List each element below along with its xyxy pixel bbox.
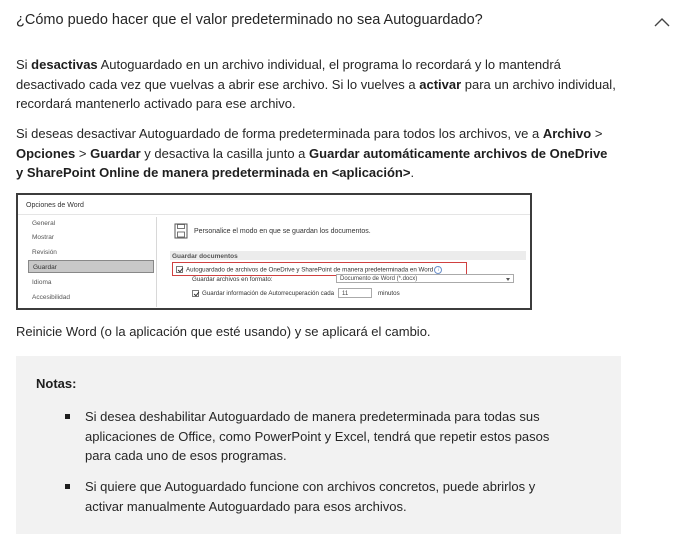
text: Si deseas desactivar Autoguardado de forma predeterminada para todos los archivos, ve a	[16, 126, 543, 141]
bullet-icon	[65, 414, 70, 419]
menu-archivo: Archivo	[542, 126, 592, 141]
dialog-title: Opciones de Word	[26, 202, 84, 209]
info-icon: i	[434, 266, 442, 274]
notes-title: Notas:	[36, 376, 77, 391]
format-select: Documento de Word (*.docx)	[336, 274, 514, 283]
note-text: Si quiere que Autoguardado funcione con archivos concretos, puede abrirlos y activar manualmente Autoguardado para esos archivos.	[85, 479, 536, 514]
separator: >	[591, 126, 603, 141]
recovery-label: Guardar información de Autorrecuperación cada	[202, 290, 335, 297]
text: para un archivo individual, recordará mantenerlo activado para ese archivo.	[16, 76, 616, 111]
recovery-minutes: 11	[338, 288, 372, 298]
word-options-screenshot	[16, 193, 532, 310]
faq-header[interactable]	[16, 12, 676, 34]
autosave-label	[186, 266, 442, 274]
text: .	[410, 165, 415, 180]
format-label: Guardar archivos en formato:	[192, 276, 273, 283]
emphasis-activar: activar	[419, 76, 462, 92]
text: Si	[16, 57, 32, 72]
note-text: Si desea deshabilitar Autoguardado de manera predeterminada para todas sus aplicaciones de Office, como PowerPoint y Excel, tendrá que repetir estos pasos para cada uno de esos programas.	[85, 409, 550, 463]
save-icon	[174, 223, 188, 239]
intro-paragraph	[16, 55, 616, 114]
nav-item-mostrar: Mostrar	[32, 234, 55, 241]
personalize-text: Personalice el modo en que se guardan los documentos.	[194, 228, 371, 235]
nav-item-idioma: Idioma	[32, 279, 52, 286]
emphasis-desactivas: desactivas	[31, 57, 98, 72]
faq-question[interactable]: ¿Cómo puedo hacer que el valor predeterminado no sea Autoguardado?	[16, 12, 483, 28]
menu-opciones: Opciones	[16, 145, 76, 161]
dialog-main	[170, 217, 526, 307]
divider	[18, 214, 530, 215]
instructions-paragraph	[16, 124, 616, 183]
menu-guardar: Guardar	[90, 145, 141, 161]
recovery-checkbox	[192, 290, 199, 297]
minutes-label: minutos	[378, 290, 400, 297]
dialog-nav	[24, 217, 157, 307]
autosave-checkbox	[176, 266, 183, 273]
chevron-up-icon[interactable]	[652, 13, 672, 33]
notes-box	[16, 356, 621, 534]
separator: >	[75, 145, 91, 161]
nav-item-general: General	[32, 220, 56, 227]
nav-item-revision: Revisión	[32, 249, 57, 256]
nav-item-accesibilidad: Accesibilidad	[32, 294, 70, 301]
autosave-label-text: Autoguardado de archivos de OneDrive y SharePoint de manera predeterminada en Word	[186, 266, 434, 274]
nav-item-guardar: Guardar	[28, 260, 154, 273]
setting-name: Guardar automáticamente archivos de OneDrive y SharePoint Online de manera predeterminada en <aplicación>	[16, 145, 608, 180]
bullet-icon	[65, 484, 70, 489]
restart-paragraph: Reinicie Word (o la aplicación que esté usando) y se aplicará el cambio.	[16, 324, 431, 339]
section-title: Guardar documentos	[172, 253, 238, 260]
text: Autoguardado en un archivo individual, el programa lo recordará y lo mantendrá desactivado cada vez que vuelvas a abrir ese archivo. Si lo vuelves a	[16, 57, 561, 92]
text: y desactiva la casilla junto a	[140, 145, 310, 161]
